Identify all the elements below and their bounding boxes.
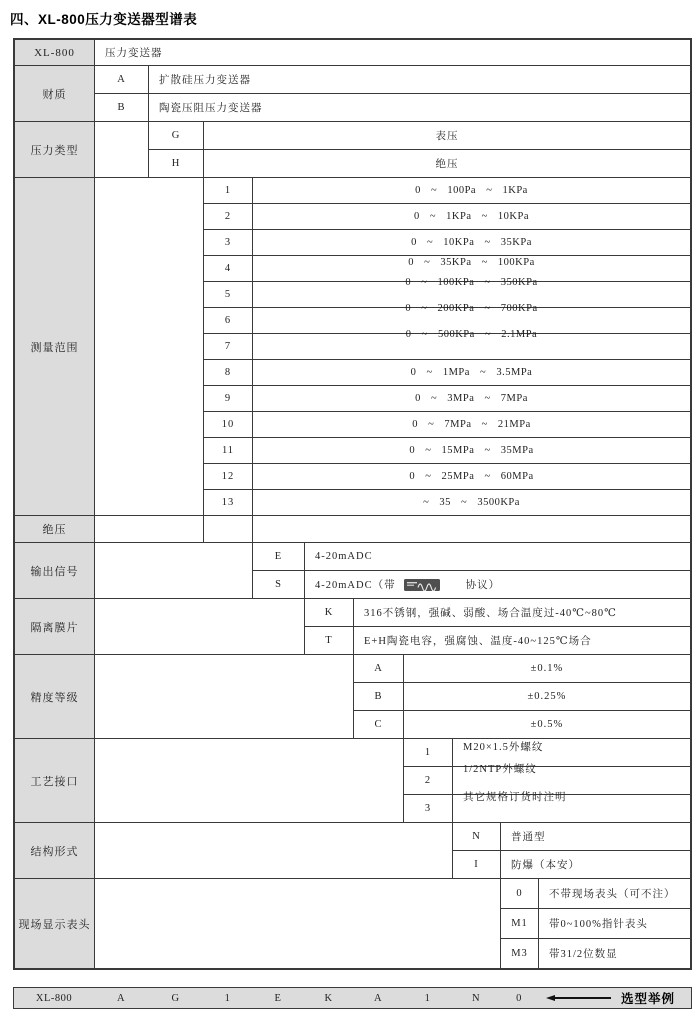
spacer-cell xyxy=(95,879,501,968)
table-row xyxy=(204,438,690,464)
table-row xyxy=(305,627,690,654)
table-row xyxy=(253,543,690,571)
empty-desc-cell xyxy=(253,516,690,542)
code-cell: M3 xyxy=(501,939,539,968)
example-code: A xyxy=(373,992,383,1004)
table-row xyxy=(204,360,690,386)
code-cell: 3 xyxy=(404,795,453,822)
code-cell: 13 xyxy=(204,490,253,515)
code-cell: 1 xyxy=(404,739,453,766)
example-code: A xyxy=(116,992,126,1004)
empty-code-cell xyxy=(204,516,253,542)
desc-cell: 绝压 xyxy=(435,159,459,170)
spacer-cell xyxy=(95,122,149,177)
table-row xyxy=(354,655,690,683)
range-value: 0 ~ 15MPa ~ 35MPa xyxy=(409,445,534,456)
code-cell: 8 xyxy=(204,360,253,385)
spacer-cell xyxy=(95,655,354,738)
table-row xyxy=(95,94,690,121)
section-accuracy xyxy=(15,655,690,739)
table-row xyxy=(204,204,690,230)
example-code: 1 xyxy=(424,992,431,1004)
code-cell: 11 xyxy=(204,438,253,463)
code-cell: 9 xyxy=(204,386,253,411)
example-pointer xyxy=(538,989,691,1007)
desc-cell: 陶瓷压阻压力变送器 xyxy=(159,103,263,114)
example-code: 1 xyxy=(224,992,231,1004)
code-cell: A xyxy=(354,655,404,682)
table-row xyxy=(501,939,690,968)
table-row xyxy=(204,329,690,360)
desc-cell: 4-20mADC xyxy=(315,551,373,562)
example-caption: 选型举例 xyxy=(621,992,676,1006)
desc-cell: E+H陶瓷电容，强腐蚀、温度-40~125℃场合 xyxy=(364,636,592,647)
section-output-signal xyxy=(15,543,690,599)
section-absolute-pressure xyxy=(15,516,690,543)
desc-cell: ±0.25% xyxy=(527,691,567,702)
range-value: 0 ~ 1MPa ~ 3.5MPa xyxy=(410,367,533,378)
desc-cell: 表压 xyxy=(435,131,459,142)
code-cell: N xyxy=(453,823,501,850)
section-structure xyxy=(15,823,690,879)
range-value: ~ 35 ~ 3500KPa xyxy=(423,497,520,508)
code-cell: 2 xyxy=(404,767,453,794)
table-row xyxy=(354,683,690,711)
desc-cell: 普通型 xyxy=(511,832,546,843)
range-value: 0 ~ 7MPa ~ 21MPa xyxy=(412,419,531,430)
section-measuring-range xyxy=(15,178,690,516)
desc-cell: 其它规格订货时注明 xyxy=(463,792,567,803)
code-cell: 6 xyxy=(204,308,253,333)
datasheet-page xyxy=(0,8,700,1006)
example-code: K xyxy=(324,992,333,1004)
table-row xyxy=(404,739,690,767)
code-cell: G xyxy=(149,122,204,149)
table-row xyxy=(453,851,690,878)
section-label: 工艺接口 xyxy=(15,739,95,822)
code-cell: I xyxy=(453,851,501,878)
table-row xyxy=(204,412,690,438)
section-label: 结构形式 xyxy=(15,823,95,878)
section-display-head xyxy=(15,879,690,968)
desc-cell: 316不锈钢，强碱、弱酸、场合温度过-40℃~80℃ xyxy=(364,608,617,619)
table-row xyxy=(204,464,690,490)
section-diaphragm xyxy=(15,599,690,655)
spacer-cell xyxy=(95,543,253,598)
example-code: G xyxy=(171,992,180,1004)
table-row xyxy=(501,879,690,909)
code-cell: 4 xyxy=(204,256,253,281)
code-cell: T xyxy=(305,627,354,654)
table-row xyxy=(149,150,690,177)
desc-cell: ±0.5% xyxy=(530,719,564,730)
spec-table xyxy=(13,38,692,970)
code-cell: B xyxy=(354,683,404,710)
code-cell: H xyxy=(149,150,204,177)
range-value: 0 ~ 1KPa ~ 10KPa xyxy=(413,211,530,222)
example-code: XL-800 xyxy=(35,992,73,1004)
range-value: 0 ~ 10KPa ~ 35KPa xyxy=(411,237,532,248)
table-row xyxy=(204,386,690,412)
table-row xyxy=(354,711,690,738)
table-row xyxy=(204,230,690,256)
desc-cell: 带0~100%指针表头 xyxy=(549,919,648,930)
section-label: 绝压 xyxy=(15,516,95,542)
table-row xyxy=(305,599,690,627)
range-value: 0 ~ 100KPa ~ 350KPa xyxy=(405,277,538,288)
code-cell: 7 xyxy=(204,334,253,359)
signal-text-after: 协议） xyxy=(465,580,501,591)
selection-example-bar xyxy=(13,987,692,1009)
example-code: N xyxy=(471,992,481,1004)
signal-text-before: 4-20mADC（带 xyxy=(315,580,396,591)
arrow-shaft xyxy=(555,997,611,999)
table-row xyxy=(501,909,690,939)
section-pressure-type xyxy=(15,122,690,178)
model-row xyxy=(15,40,690,66)
range-value: 0 ~ 35KPa ~ 100KPa xyxy=(408,257,535,268)
code-cell: 12 xyxy=(204,464,253,489)
section-label: 隔离膜片 xyxy=(15,599,95,654)
table-row xyxy=(404,792,690,822)
example-code: 0 xyxy=(516,992,522,1004)
desc-cell: 不带现场表头（可不注） xyxy=(549,889,676,900)
code-cell: K xyxy=(305,599,354,626)
code-cell: B xyxy=(95,94,149,121)
code-cell: 2 xyxy=(204,204,253,229)
model-desc: 压力变送器 xyxy=(105,48,163,59)
section-label: 压力类型 xyxy=(15,122,95,177)
example-code: E xyxy=(274,992,282,1004)
section-process-connection xyxy=(15,739,690,823)
range-value: 0 ~ 3MPa ~ 7MPa xyxy=(415,393,528,404)
range-value: 0 ~ 25MPa ~ 60MPa xyxy=(409,471,534,482)
desc-cell: 扩散硅压力变送器 xyxy=(159,75,251,86)
table-row xyxy=(453,823,690,851)
page-title: 四、XL-800压力变送器型谱表 xyxy=(10,12,198,27)
table-row xyxy=(253,571,690,598)
spacer-cell xyxy=(95,739,404,822)
code-cell: 3 xyxy=(204,230,253,255)
section-label: 测量范围 xyxy=(15,178,95,515)
desc-cell: ±0.1% xyxy=(530,663,564,674)
code-cell: 10 xyxy=(204,412,253,437)
desc-cell: M20×1.5外螺纹 xyxy=(463,742,544,753)
spacer-cell xyxy=(95,599,305,654)
range-value: 0 ~ 200KPa ~ 700KPa xyxy=(405,303,538,314)
code-cell: A xyxy=(95,66,149,93)
spacer-cell xyxy=(95,178,204,515)
spacer-cell xyxy=(95,516,204,542)
section-label: 财质 xyxy=(15,66,95,121)
range-value: 0 ~ 500KPa ~ 2.1MPa xyxy=(405,329,538,340)
left-arrow-icon xyxy=(546,995,555,1001)
table-row xyxy=(95,66,690,94)
desc-cell xyxy=(305,571,690,598)
desc-cell: 1/2NTP外螺纹 xyxy=(463,764,537,775)
spacer-cell xyxy=(95,823,453,878)
section-label: 精度等级 xyxy=(15,655,95,738)
table-row xyxy=(149,122,690,150)
code-cell: 5 xyxy=(204,282,253,307)
section-label: 现场显示表头 xyxy=(15,879,95,968)
hart-protocol-logo xyxy=(404,579,440,591)
code-cell: 1 xyxy=(204,178,253,203)
desc-cell: 带31/2位数显 xyxy=(549,949,618,960)
table-row xyxy=(204,490,690,515)
code-cell: 0 xyxy=(501,879,539,908)
section-material xyxy=(15,66,690,122)
code-cell: C xyxy=(354,711,404,738)
model-code: XL-800 xyxy=(15,40,95,65)
code-cell: E xyxy=(253,543,305,570)
range-value: 0 ~ 100Pa ~ 1KPa xyxy=(415,185,528,196)
code-cell: S xyxy=(253,571,305,598)
table-row xyxy=(204,178,690,204)
code-cell: M1 xyxy=(501,909,539,938)
section-label: 输出信号 xyxy=(15,543,95,598)
desc-cell: 防爆（本安） xyxy=(511,860,580,871)
